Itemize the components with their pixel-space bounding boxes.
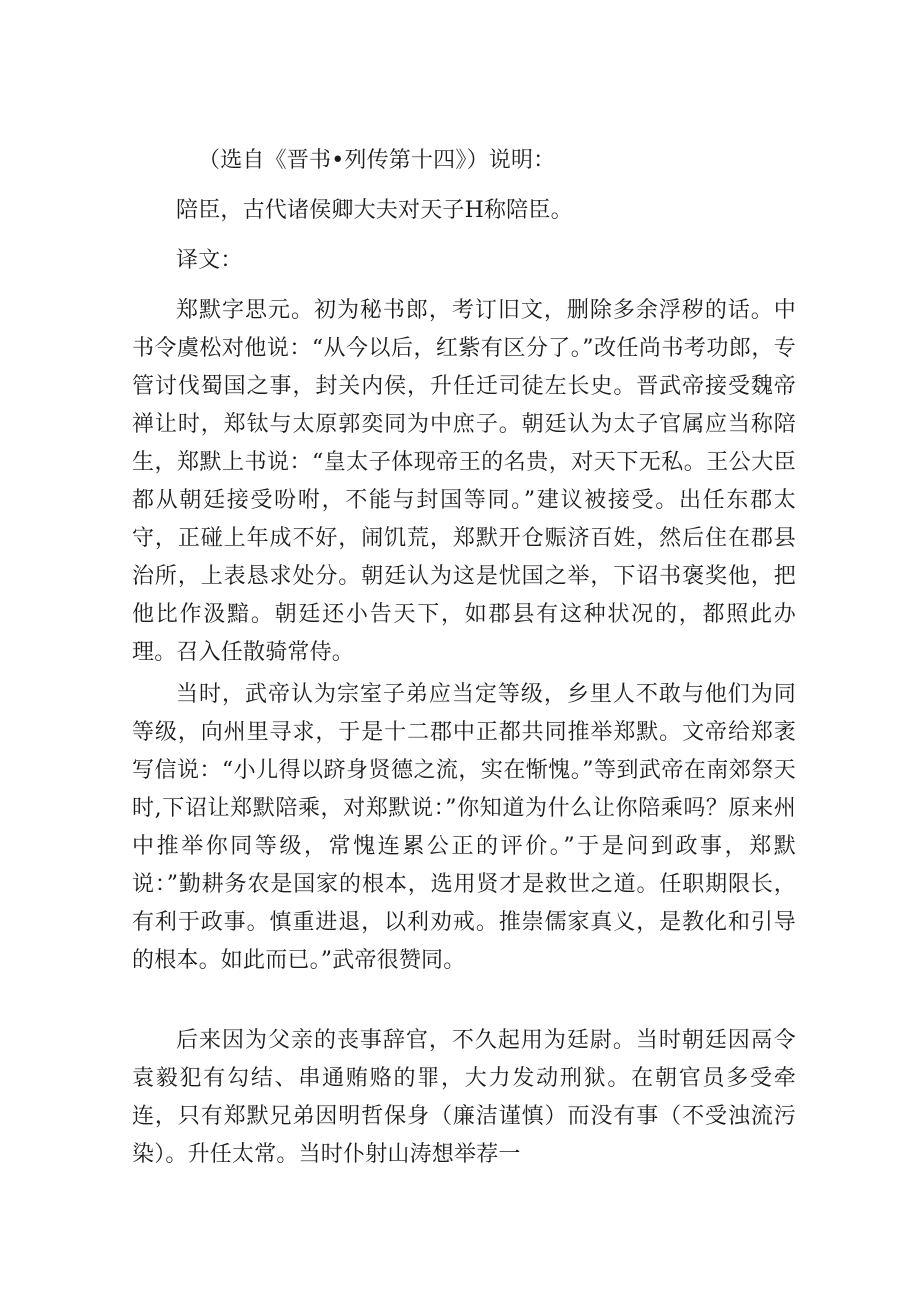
paragraph-2: 当时，武帝认为宗室子弟应当定等级，乡里人不敢与他们为同等级，向州里寻求，于是十二郡中正都共同推举郑默。文帝给郑袤写信说：“小儿得以跻身贤德之流，实在惭愧。”等到武帝在南郊祭天时,下诏让郑默陪乘，对郑默说：”你知道为什么让你陪乘吗？原来州中推举你同等级，常愧连累公正的评价。”于是问到政事，郑默说：”勤耕务农是国家的根本，选用贤才是救世之道。任职期限长，有利于政事。慎重进退，以利劝戒。推崇儒家真义，是教化和引导的根本。如此而已。”武帝很赞同。 [132,682,796,973]
paragraph-1: 郑默字思元。初为秘书郎，考订旧文，删除多余浮秽的话。中书令虞松对他说：“从今以后，红紫有区分了。”改任尚书考功郎，专管讨伐蜀国之事，封关内侯，升任迁司徒左长史。晋武帝接受魏帝禅让时，郑钛与太原郭奕同为中庶子。朝廷认为太子官属应当称陪生，郑默上书说：“皇太子体现帝王的名贵，对天下无私。王公大臣都从朝廷接受吩咐，不能与封国等同。”建议被接受。出任东郡太守，正碰上年成不好，闹饥荒，郑默开仓赈济百姓，然后住在郡县治所，上表恳求处分。朝廷认为这是忧国之举，下诏书褒奖他，把他比作汲黯。朝廷还小告天下，如郡县有这种状况的，都照此办理。召入任散骑常侍。 [132,298,796,665]
source-citation: （选自《晋书•列传第十四》）说明： [198,148,556,173]
paragraph-3: 后来因为父亲的丧事辞官，不久起用为廷尉。当时朝廷因鬲令袁毅犯有勾结、串通贿赂的罪，大力发动刑狱。在朝官员多受牵连，只有郑默兄弟因明哲保身（廉洁谨慎）而没有事（不受浊流污染）。升任太常。当时仆射山涛想举荐一 [132,1028,796,1167]
translation-heading: 译文： [176,248,243,273]
explanatory-note: 陪臣，古代诸侯卿大夫对天子H称陪臣。 [176,198,573,223]
